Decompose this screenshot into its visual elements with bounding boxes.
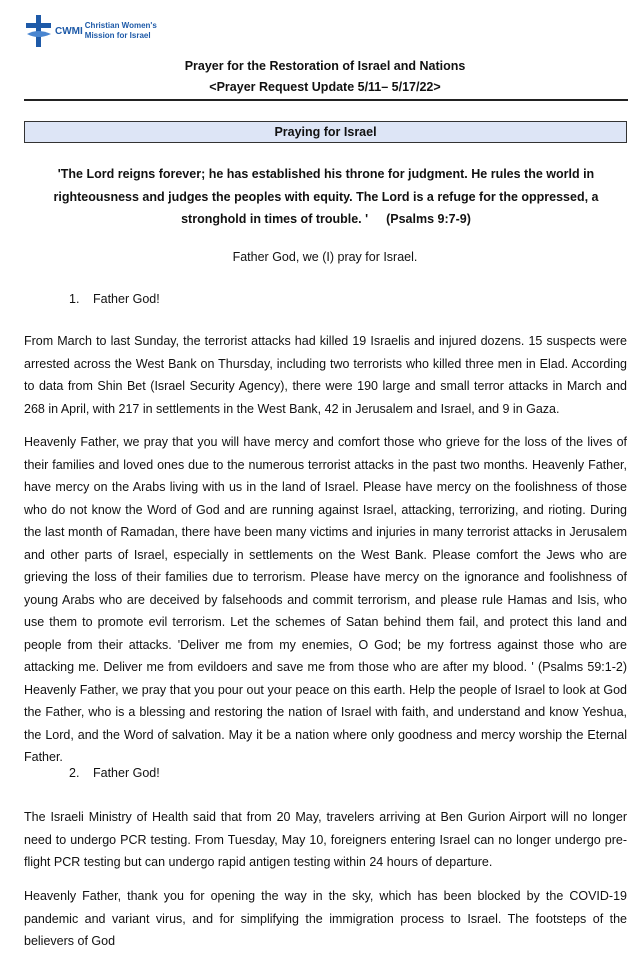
document-title: Prayer for the Restoration of Israel and Nations <box>184 59 466 73</box>
verse-text: 'The Lord reigns forever; he has established his throne for judgment. He rules the world in righteousness and judges the peoples with equity. The Lord is a refuge for the oppressed, a stronghold in times of trouble. ' <box>53 167 599 226</box>
paragraph: From March to last Sunday, the terrorist attacks had killed 19 Israelis and injured dozens. 15 suspects were arrested across the West Bank on Thursday, including two terrorists who killed three men in Elad. According to data from Shin Bet (Israel Security Agency), there were 190 large and small terror attacks in March and 268 in April, with 217 in settlements in the West Bank, 42 in Jerusalem and Israel, and 9 in Gaza. <box>24 334 627 416</box>
scripture-verse <box>20 163 632 231</box>
logo-text <box>85 21 157 41</box>
paragraph: Heavenly Father, we pray that you will have mercy and comfort those who grieve for the loss of the lives of their families and loved ones due to the numerous terrorist attacks in the past two months. Heavenly Father, have mercy on the Arabs living with us in the land of Israel. Please have mercy on the foolishness of those who do not know the Word of God and are running against Israel, attacking, terrorizing, and rioting. During the last month of Ramadan, there have been many victims and injuries in many terrorist attacks in Jerusalem and other parts of Israel, especially in settlements on the West Bank. Please comfort the Jews who are grieving the loss of their families due to terrorism. Please have mercy on the ignorance and foolishness of young Arabs who are deceived by falsehoods and commit terrorism, and please rule Hamas and Isis, who use them to promote evil terrorism. Let the schemes of Satan behind them fail, and protect this land and people from their attacks. 'Deliver me from my enemies, O God; be my fortress against those who are attacking me. Deliver me from evildoers and save me from those who are after my blood. ' (Psalms 59:1-2) Heavenly Father, we pray that you pour out your peace on this earth. Help the people of Israel to look at God the Father, who is a blessing and restoring the nation of Israel with faith, and understand and know Yeshua, the Lord, and the Word of salvation. May it be a nation where only goodness and mercy worship the Eternal Father. <box>24 435 627 764</box>
item-label: Father God! <box>93 766 160 780</box>
item-label: Father God! <box>93 292 160 306</box>
cross-dove-icon <box>24 14 54 48</box>
section-heading: Praying for Israel <box>24 121 627 143</box>
paragraph: Heavenly Father, thank you for opening the way in the sky, which has been blocked by the COVID-19 pandemic and variant virus, and for simplifying the immigration process to Israel. The footsteps of the believers of God <box>24 889 627 948</box>
verse-reference: (Psalms 9:7-9) <box>386 212 471 226</box>
org-name-line2: Mission for Israel <box>84 31 151 40</box>
paragraph: The Israeli Ministry of Health said that from 20 May, travelers arriving at Ben Gurion Airport will no longer need to undergo PCR testing. From Tuesday, May 10, foreigners entering Israel can no longer undergo pre-flight PCR testing but can undergo rapid antigen testing within 24 hours of departure. <box>24 810 627 869</box>
logo-mark: CWMI <box>55 25 83 37</box>
item-number: 2. <box>69 766 80 780</box>
header-divider <box>24 99 628 101</box>
item-number: 1. <box>69 292 80 306</box>
org-name-line1: Christian Women's <box>84 21 157 30</box>
intro-line: Father God, we (I) pray for Israel. <box>232 250 418 264</box>
prayer-item-2 <box>69 766 160 780</box>
prayer-item-1 <box>69 292 160 306</box>
org-logo <box>24 14 157 48</box>
document-subtitle: <Prayer Request Update 5/11– 5/17/22> <box>209 80 441 94</box>
